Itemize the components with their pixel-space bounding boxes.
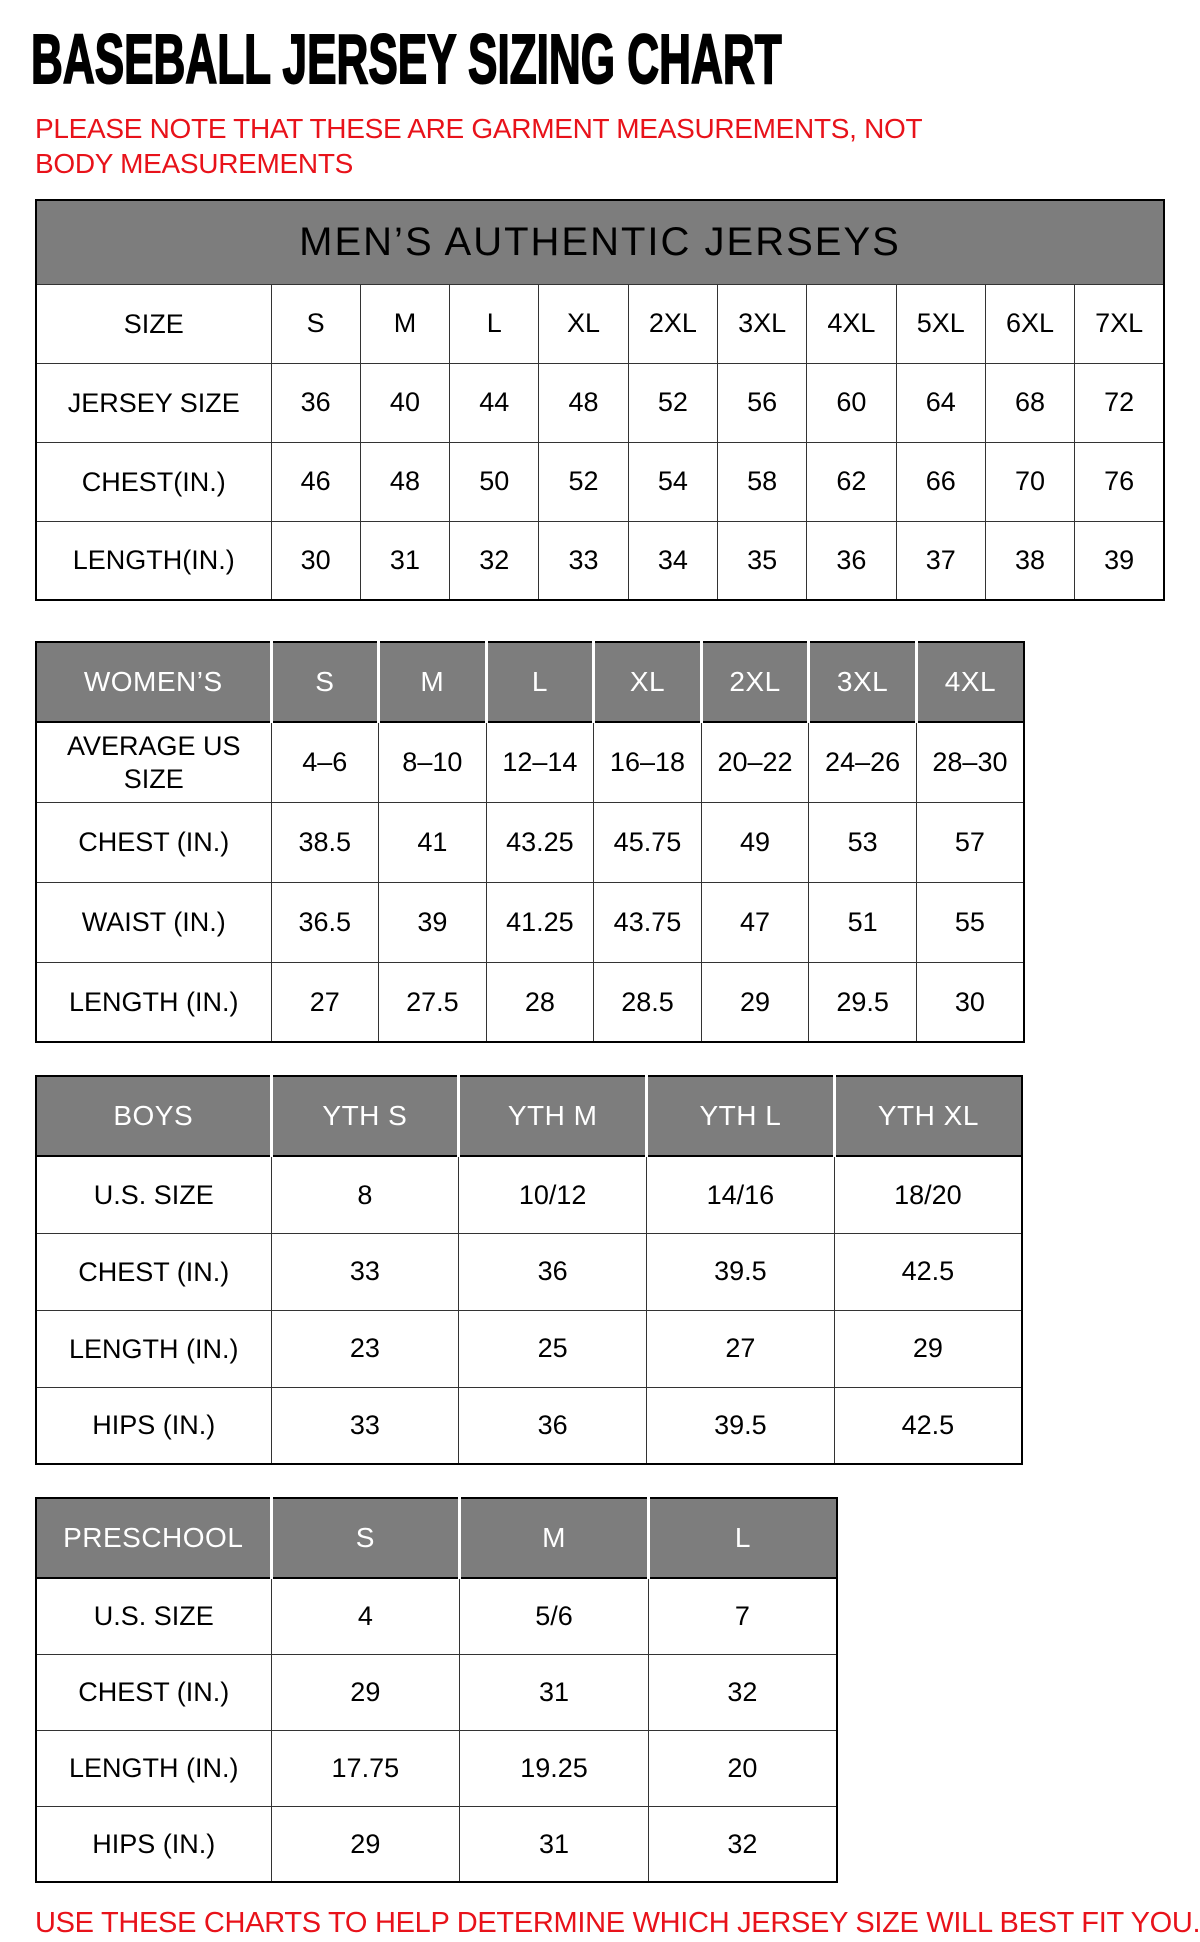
cell: 31 — [460, 1654, 649, 1730]
table-row — [36, 1578, 837, 1654]
header-label: BOYS — [36, 1076, 271, 1156]
cell: 32 — [648, 1654, 837, 1730]
cell: 29 — [701, 962, 809, 1042]
cell: 29 — [271, 1654, 460, 1730]
cell: M — [360, 284, 449, 363]
cell: L — [450, 284, 539, 363]
cell: 4–6 — [271, 722, 379, 802]
cell: 7XL — [1075, 284, 1164, 363]
cell: 36 — [807, 521, 896, 600]
row-label: CHEST (IN.) — [36, 1654, 271, 1730]
cell: XL — [539, 284, 628, 363]
cell: 52 — [539, 442, 628, 521]
cell: 29 — [834, 1310, 1022, 1387]
cell: 68 — [985, 363, 1074, 442]
cell: 44 — [450, 363, 539, 442]
cell: 4XL — [807, 284, 896, 363]
cell: 36 — [459, 1387, 647, 1464]
header-row — [36, 1498, 837, 1578]
table-row — [36, 521, 1164, 600]
cell: 37 — [896, 521, 985, 600]
cell: 46 — [271, 442, 360, 521]
header-cell: M — [379, 642, 487, 722]
mens-table — [35, 199, 1165, 601]
header-cell: S — [271, 642, 379, 722]
cell: 29 — [271, 1806, 460, 1882]
table-row — [36, 1387, 1022, 1464]
cell: 17.75 — [271, 1730, 460, 1806]
cell: 60 — [807, 363, 896, 442]
row-label: LENGTH (IN.) — [36, 1730, 271, 1806]
cell: 29.5 — [809, 962, 917, 1042]
cell: 31 — [460, 1806, 649, 1882]
row-label: JERSEY SIZE — [36, 363, 271, 442]
cell: 28 — [486, 962, 594, 1042]
table-row — [36, 722, 1024, 802]
cell: 35 — [717, 521, 806, 600]
cell: 8 — [271, 1156, 459, 1233]
cell: 50 — [450, 442, 539, 521]
page-title: BASEBALL JERSEY SIZING CHART — [31, 20, 782, 98]
table-row — [36, 1730, 837, 1806]
table-row — [36, 962, 1024, 1042]
boys-table-section — [35, 1075, 1200, 1465]
header-cell: M — [460, 1498, 649, 1578]
cell: 27.5 — [379, 962, 487, 1042]
cell: 19.25 — [460, 1730, 649, 1806]
cell: 39 — [1075, 521, 1164, 600]
preschool-table — [35, 1497, 838, 1883]
row-label: LENGTH(IN.) — [36, 521, 271, 600]
table-row — [36, 1156, 1022, 1233]
header-row — [36, 642, 1024, 722]
row-label: AVERAGE US SIZE — [36, 722, 271, 802]
cell: 56 — [717, 363, 806, 442]
cell: 6XL — [985, 284, 1074, 363]
garment-measurements-note: PLEASE NOTE THAT THESE ARE GARMENT MEASUREMENTS, NOT BODY MEASUREMENTS — [35, 113, 922, 179]
table-row — [36, 442, 1164, 521]
cell: 42.5 — [834, 1233, 1022, 1310]
cell: 31 — [360, 521, 449, 600]
cell: 70 — [985, 442, 1074, 521]
cell: 52 — [628, 363, 717, 442]
row-label: SIZE — [36, 284, 271, 363]
table-row — [36, 284, 1164, 363]
table-row — [36, 1806, 837, 1882]
cell: 27 — [271, 962, 379, 1042]
cell: 40 — [360, 363, 449, 442]
cell: 57 — [916, 802, 1024, 882]
header-cell: YTH XL — [834, 1076, 1022, 1156]
cell: 28–30 — [916, 722, 1024, 802]
cell: 10/12 — [459, 1156, 647, 1233]
cell: 72 — [1075, 363, 1164, 442]
cell: 47 — [701, 882, 809, 962]
cell: 7 — [648, 1578, 837, 1654]
table-row — [36, 1310, 1022, 1387]
cell: 45.75 — [594, 802, 702, 882]
cell: 39.5 — [647, 1387, 835, 1464]
womens-table-section — [35, 641, 1200, 1043]
cell: 36.5 — [271, 882, 379, 962]
cell: 76 — [1075, 442, 1164, 521]
cell: 23 — [271, 1310, 459, 1387]
header-cell: 4XL — [916, 642, 1024, 722]
row-label: CHEST (IN.) — [36, 802, 271, 882]
cell: 30 — [271, 521, 360, 600]
table-row — [36, 1233, 1022, 1310]
boys-table — [35, 1075, 1023, 1465]
cell: 41.25 — [486, 882, 594, 962]
cell: 49 — [701, 802, 809, 882]
cell: 12–14 — [486, 722, 594, 802]
cell: 36 — [459, 1233, 647, 1310]
cell: 20–22 — [701, 722, 809, 802]
row-label: U.S. SIZE — [36, 1156, 271, 1233]
cell: 8–10 — [379, 722, 487, 802]
cell: 43.75 — [594, 882, 702, 962]
cell: 43.25 — [486, 802, 594, 882]
cell: 25 — [459, 1310, 647, 1387]
cell: 39 — [379, 882, 487, 962]
cell: 53 — [809, 802, 917, 882]
cell: 54 — [628, 442, 717, 521]
header-cell: S — [271, 1498, 460, 1578]
womens-table — [35, 641, 1025, 1043]
banner-row — [36, 200, 1164, 284]
row-label: HIPS (IN.) — [36, 1806, 271, 1882]
cell: 58 — [717, 442, 806, 521]
cell: 32 — [648, 1806, 837, 1882]
table-row — [36, 882, 1024, 962]
table-row — [36, 802, 1024, 882]
cell: 48 — [360, 442, 449, 521]
row-label: LENGTH (IN.) — [36, 962, 271, 1042]
header-cell: 2XL — [701, 642, 809, 722]
header-cell: YTH S — [271, 1076, 459, 1156]
cell: 38.5 — [271, 802, 379, 882]
row-label: CHEST(IN.) — [36, 442, 271, 521]
cell: 2XL — [628, 284, 717, 363]
cell: 48 — [539, 363, 628, 442]
page-title-wrap — [31, 20, 1200, 98]
table-row — [36, 1654, 837, 1730]
cell: S — [271, 284, 360, 363]
cell: 33 — [539, 521, 628, 600]
cell: 34 — [628, 521, 717, 600]
cell: 36 — [271, 363, 360, 442]
cell: 5/6 — [460, 1578, 649, 1654]
header-row — [36, 1076, 1022, 1156]
header-label: PRESCHOOL — [36, 1498, 271, 1578]
cell: 66 — [896, 442, 985, 521]
table-banner: MEN’S AUTHENTIC JERSEYS — [36, 200, 1164, 284]
cell: 18/20 — [834, 1156, 1022, 1233]
cell: 62 — [807, 442, 896, 521]
cell: 3XL — [717, 284, 806, 363]
preschool-table-section — [35, 1497, 1200, 1883]
header-label: WOMEN’S — [36, 642, 271, 722]
row-label: WAIST (IN.) — [36, 882, 271, 962]
header-cell: 3XL — [809, 642, 917, 722]
cell: 32 — [450, 521, 539, 600]
cell: 24–26 — [809, 722, 917, 802]
header-cell: L — [486, 642, 594, 722]
cell: 27 — [647, 1310, 835, 1387]
cell: 14/16 — [647, 1156, 835, 1233]
row-label: CHEST (IN.) — [36, 1233, 271, 1310]
cell: 39.5 — [647, 1233, 835, 1310]
cell: 51 — [809, 882, 917, 962]
header-cell: YTH M — [459, 1076, 647, 1156]
table-row — [36, 363, 1164, 442]
row-label: U.S. SIZE — [36, 1578, 271, 1654]
cell: 28.5 — [594, 962, 702, 1042]
cell: 33 — [271, 1387, 459, 1464]
cell: 41 — [379, 802, 487, 882]
row-label: LENGTH (IN.) — [36, 1310, 271, 1387]
header-cell: YTH L — [647, 1076, 835, 1156]
cell: 33 — [271, 1233, 459, 1310]
mens-table-section — [35, 199, 1200, 601]
cell: 5XL — [896, 284, 985, 363]
header-cell: L — [648, 1498, 837, 1578]
cell: 42.5 — [834, 1387, 1022, 1464]
cell: 30 — [916, 962, 1024, 1042]
cell: 4 — [271, 1578, 460, 1654]
cell: 64 — [896, 363, 985, 442]
cell: 55 — [916, 882, 1024, 962]
cell: 16–18 — [594, 722, 702, 802]
header-cell: XL — [594, 642, 702, 722]
cell: 38 — [985, 521, 1074, 600]
cell: 20 — [648, 1730, 837, 1806]
footer-note: USE THESE CHARTS TO HELP DETERMINE WHICH JERSEY SIZE WILL BEST FIT YOU. — [35, 1907, 1200, 1940]
row-label: HIPS (IN.) — [36, 1387, 271, 1464]
